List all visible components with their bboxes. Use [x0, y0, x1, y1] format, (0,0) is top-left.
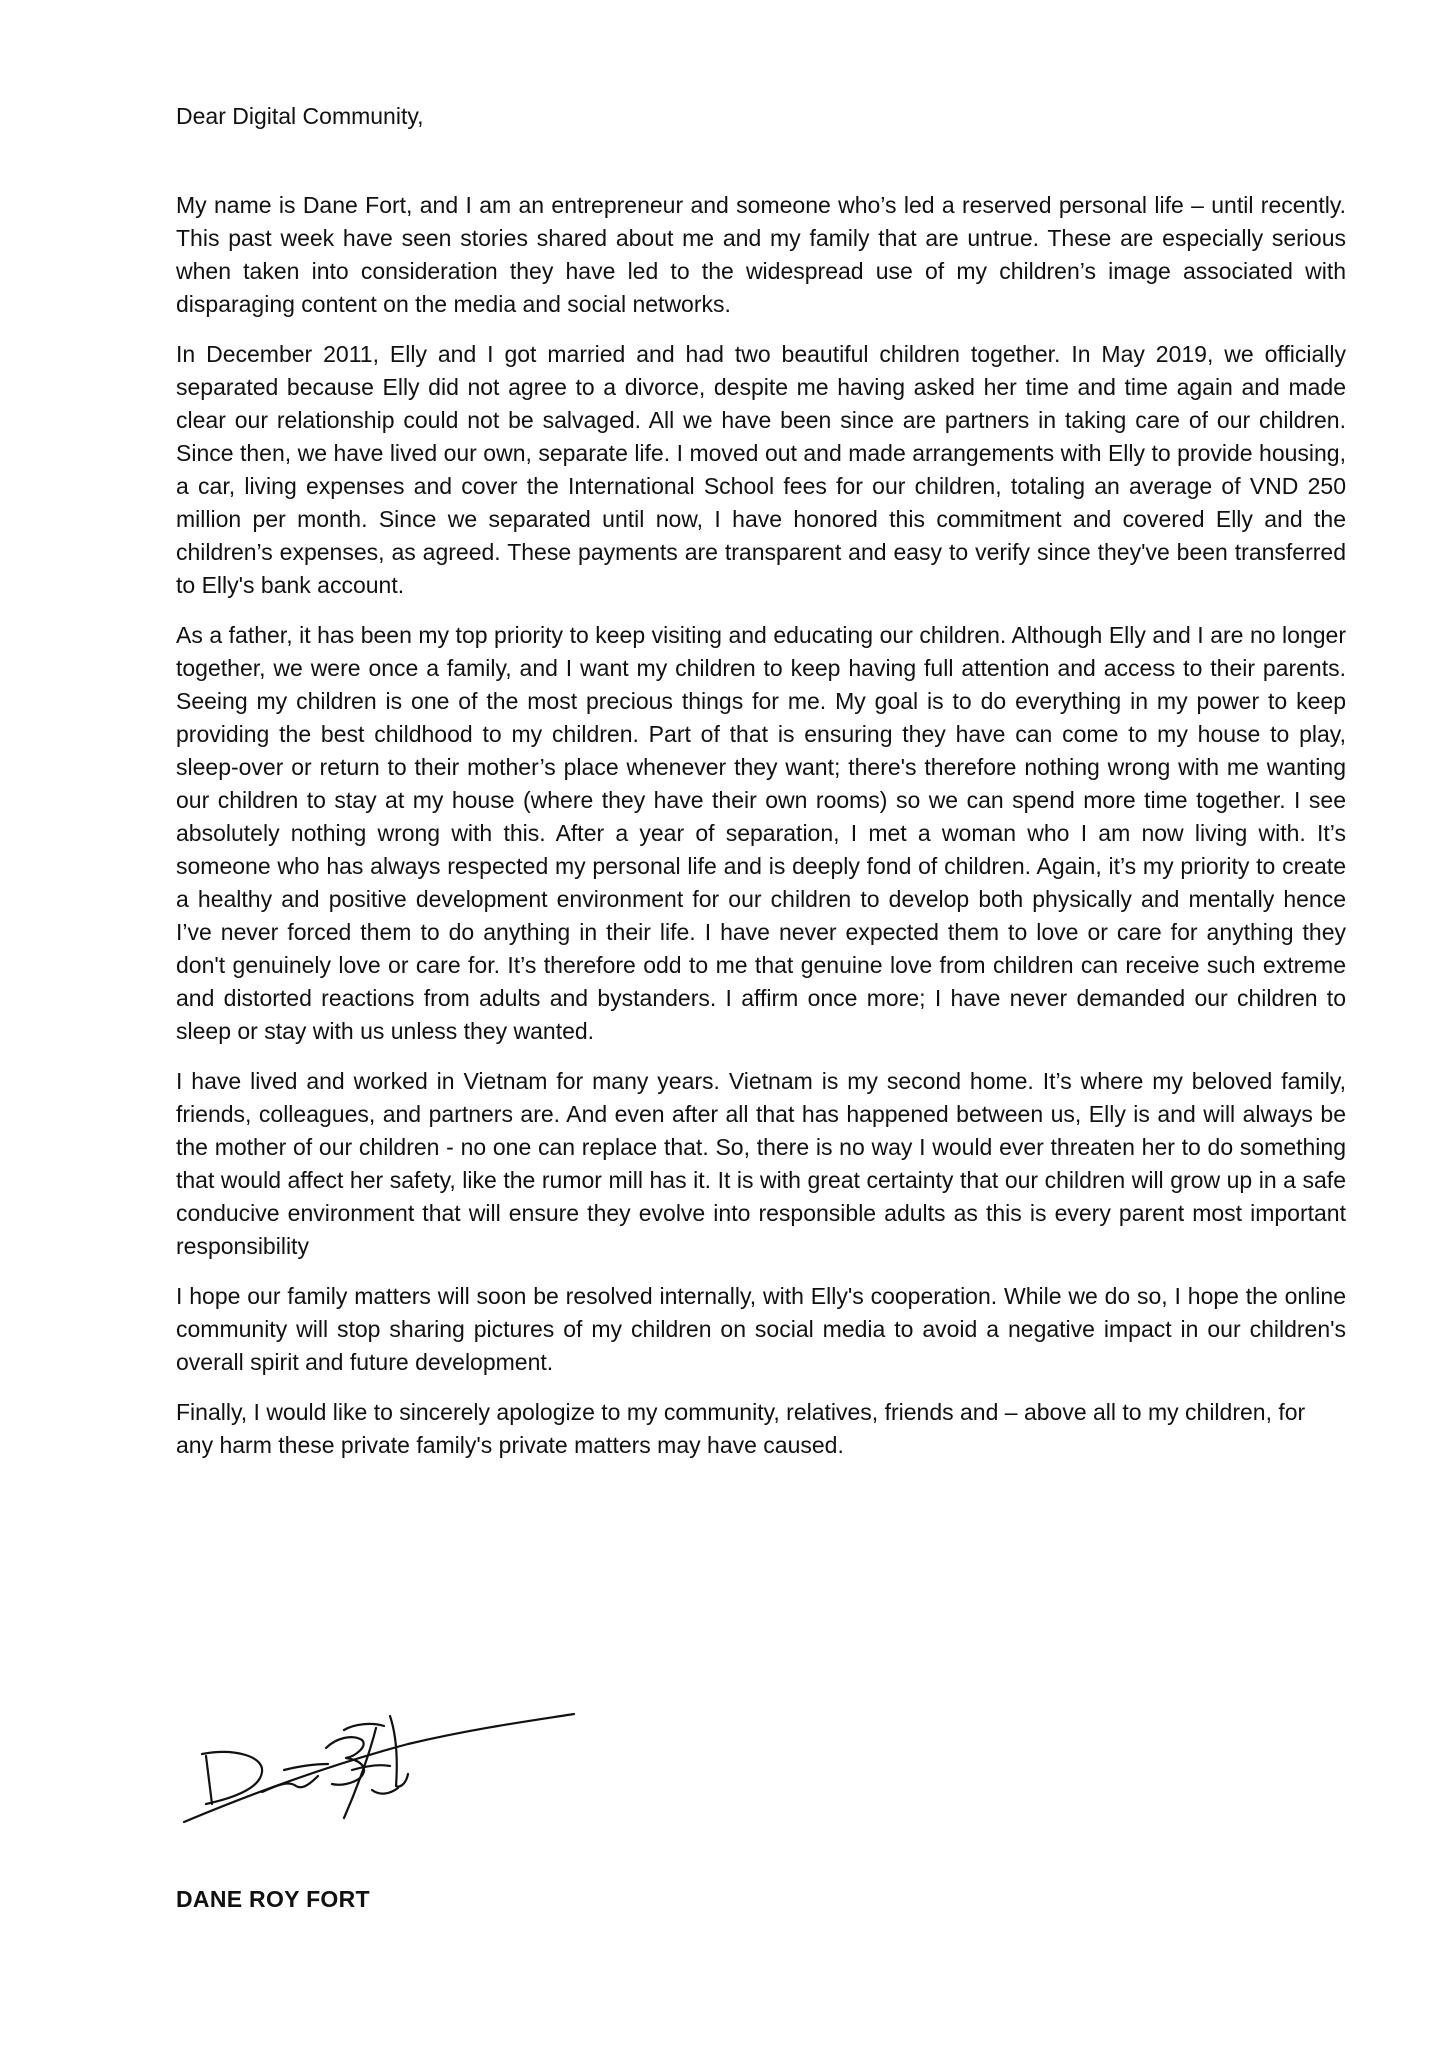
paragraph-fatherhood: As a father, it has been my top priority to keep visiting and educating our children. Although Elly and I are no longer together, we were once a family, and I want my children to keep having full attention and access to their parents. Seeing my children is one of the most precious things for me. My goal is to do everything in my power to keep providing the best childhood to my children. Part of that is ensuring they have can come to my house to play, sleep-over or return to their mother’s place whenever they want; there's therefore nothing wrong with me wanting our children to stay at my house (where they have their own rooms) so we can spend more time together. I see absolutely nothing wrong with this. After a year of separation, I met a woman who I am now living with. It’s someone who has always respected my personal life and is deeply fond of children. Again, it’s my priority to create a healthy and positive development environment for our children to develop both physically and mentally hence I’ve never forced them to do anything in their life. I have never expected them to love or care for anything they don't genuinely love or care for. It’s therefore odd to me that genuine love from children can receive such extreme and distorted reactions from adults and bystanders. I affirm once more; I have never demanded our children to sleep or stay with us unless they wanted.: [176, 622, 1346, 1044]
paragraph-introduction: My name is Dane Fort, and I am an entrepreneur and someone who’s led a reserved personal life – until recently. This past week have seen stories shared about me and my family that are untrue. These are especially serious when taken into consideration they have led to the widespread use of my children’s image associated with disparaging content on the media and social networks.: [176, 192, 1346, 317]
paragraph-marriage-separation: In December 2011, Elly and I got married and had two beautiful children together. In May 2019, we officially separated because Elly did not agree to a divorce, despite me having asked her time and time again and made clear our relationship could not be salvaged. All we have been since are partners in taking care of our children. Since then, we have lived our own, separate life. I moved out and made arrangements with Elly to provide housing, a car, living expenses and cover the International School fees for our children, totaling an average of VND 250 million per month. Since we separated until now, I have honored this commitment and covered Elly and the children’s expenses, as agreed. These payments are transparent and easy to verify since they've been transferred to Elly's bank account.: [176, 341, 1346, 598]
signer-name: DANE ROY FORT: [176, 1886, 370, 1912]
paragraph-vietnam: I have lived and worked in Vietnam for many years. Vietnam is my second home. It’s where my beloved family, friends, colleagues, and partners are. And even after all that has happened between us, Elly is and will always be the mother of our children - no one can replace that. So, there is no way I would ever threaten her to do something that would affect her safety, like the rumor mill has it. It is with great certainty that our children will grow up in a safe conducive environment that will ensure they evolve into responsible adults as this is every parent most important responsibility: [176, 1068, 1346, 1259]
paragraph-apology: Finally, I would like to sincerely apologize to my community, relatives, friends and – above all to my children, for any harm these private family's private matters may have caused.: [176, 1399, 1306, 1458]
paragraph-request: I hope our family matters will soon be resolved internally, with Elly's cooperation. While we do so, I hope the online community will stop sharing pictures of my children on social media to avoid a negative impact in our children's overall spirit and future development.: [176, 1283, 1346, 1375]
salutation: Dear Digital Community,: [176, 103, 424, 129]
handwritten-signature: [176, 1700, 586, 1830]
letter-body: [176, 100, 1346, 1479]
